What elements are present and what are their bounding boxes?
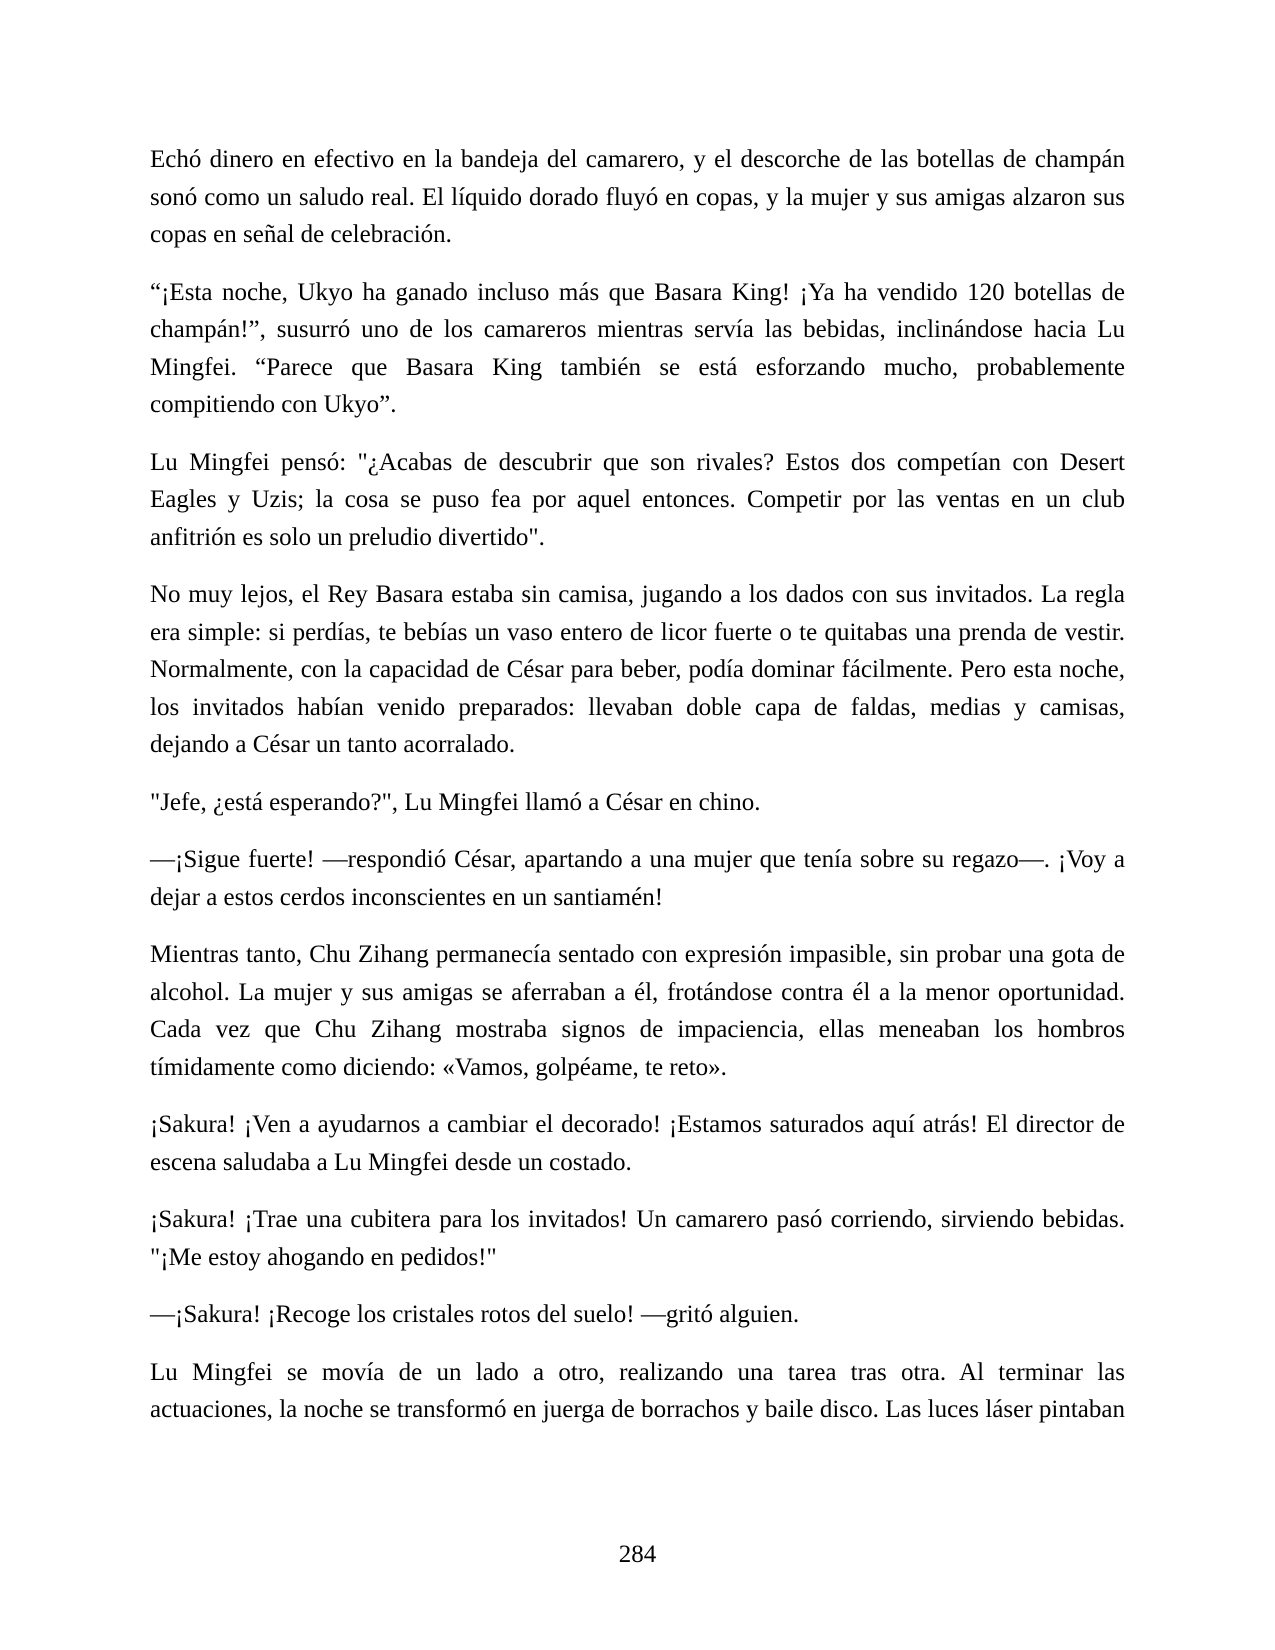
text-line: “¡Esta noche, Ukyo ha ganado incluso más que Basara King! ¡Ya ha vendido 120 botellas de [150, 278, 1125, 306]
text-line: alcohol. La mujer y sus amigas se aferraban a él, frotándose contra él a la menor oportunidad. [150, 978, 1125, 1006]
text-line: los invitados habían venido preparados: llevaban doble capa de faldas, medias y camisas, [150, 693, 1125, 721]
paragraph [150, 576, 1125, 764]
text-line: No muy lejos, el Rey Basara estaba sin camisa, jugando a los dados con sus invitados. La regla [150, 581, 1125, 608]
text-line: Eagles y Uzis; la cosa se puso fea por aquel entonces. Competir por las ventas en un club [150, 486, 1125, 513]
text-line: Normalmente, con la capacidad de César para beber, podía dominar fácilmente. Pero esta noche, [150, 656, 1125, 683]
paragraph [150, 1201, 1125, 1276]
text-line: compitiendo con Ukyo”. [150, 391, 397, 418]
text-line: —¡Sakura! ¡Recoge los cristales rotos del suelo! —gritó alguien. [150, 1301, 800, 1328]
text-line: sonó como un saludo real. El líquido dorado fluyó en copas, y la mujer y sus amigas alzaron sus [150, 183, 1125, 211]
text-line: dejando a César un tanto acorralado. [150, 731, 516, 758]
text-line: Lu Mingfei se movía de un lado a otro, realizando una tarea tras otra. Al terminar las [150, 1358, 1125, 1386]
paragraph [150, 936, 1125, 1086]
text-line: tímidamente como diciendo: «Vamos, golpéame, te reto». [150, 1053, 727, 1081]
text-line: ¡Sakura! ¡Trae una cubitera para los invitados! Un camarero pasó corriendo, sirviendo bebidas. [150, 1206, 1125, 1233]
paragraph [150, 784, 1125, 822]
text-line: Mientras tanto, Chu Zihang permanecía sentado con expresión impasible, sin probar una gota de [150, 941, 1125, 968]
text-line: —¡Sigue fuerte! —respondió César, apartando a una mujer que tenía sobre su regazo—. ¡Voy a [150, 846, 1125, 873]
text-line: Mingfei. “Parece que Basara King también se está esforzando mucho, probablemente [150, 353, 1125, 381]
text-line: Lu Mingfei pensó: "¿Acabas de descubrir que son rivales? Estos dos competían con Desert [150, 448, 1125, 476]
page-number: 284 [618, 1541, 657, 1568]
paragraph [150, 1296, 1125, 1334]
page-body [150, 141, 1125, 1449]
paragraph [150, 841, 1125, 916]
text-line: actuaciones, la noche se transformó en juerga de borrachos y baile disco. Las luces láser pintaban [150, 1396, 1125, 1423]
paragraph [150, 1106, 1125, 1181]
paragraph [150, 141, 1125, 254]
text-line: Echó dinero en efectivo en la bandeja del camarero, y el descorche de las botellas de champán [150, 146, 1125, 173]
text-line: ¡Sakura! ¡Ven a ayudarnos a cambiar el decorado! ¡Estamos saturados aquí atrás! El director de [150, 1111, 1125, 1138]
paragraph [150, 1354, 1125, 1429]
paragraph [150, 274, 1125, 424]
text-line: "Jefe, ¿está esperando?", Lu Mingfei llamó a César en chino. [150, 788, 761, 816]
text-line: dejar a estos cerdos inconscientes en un santiamén! [150, 883, 664, 911]
text-line: "¡Me estoy ahogando en pedidos!" [150, 1243, 497, 1271]
text-line: Cada vez que Chu Zihang mostraba signos de impaciencia, ellas meneaban los hombros [150, 1016, 1125, 1043]
text-line: escena saludaba a Lu Mingfei desde un costado. [150, 1148, 632, 1176]
paragraph [150, 444, 1125, 557]
text-line: era simple: si perdías, te bebías un vaso entero de licor fuerte o te quitabas una prenda de vestir. [150, 618, 1125, 646]
text-line: anfitrión es solo un preludio divertido". [150, 523, 545, 551]
text-line: champán!”, susurró uno de los camareros mientras servía las bebidas, inclinándose hacia Lu [150, 316, 1125, 343]
text-line: copas en señal de celebración. [150, 221, 452, 248]
